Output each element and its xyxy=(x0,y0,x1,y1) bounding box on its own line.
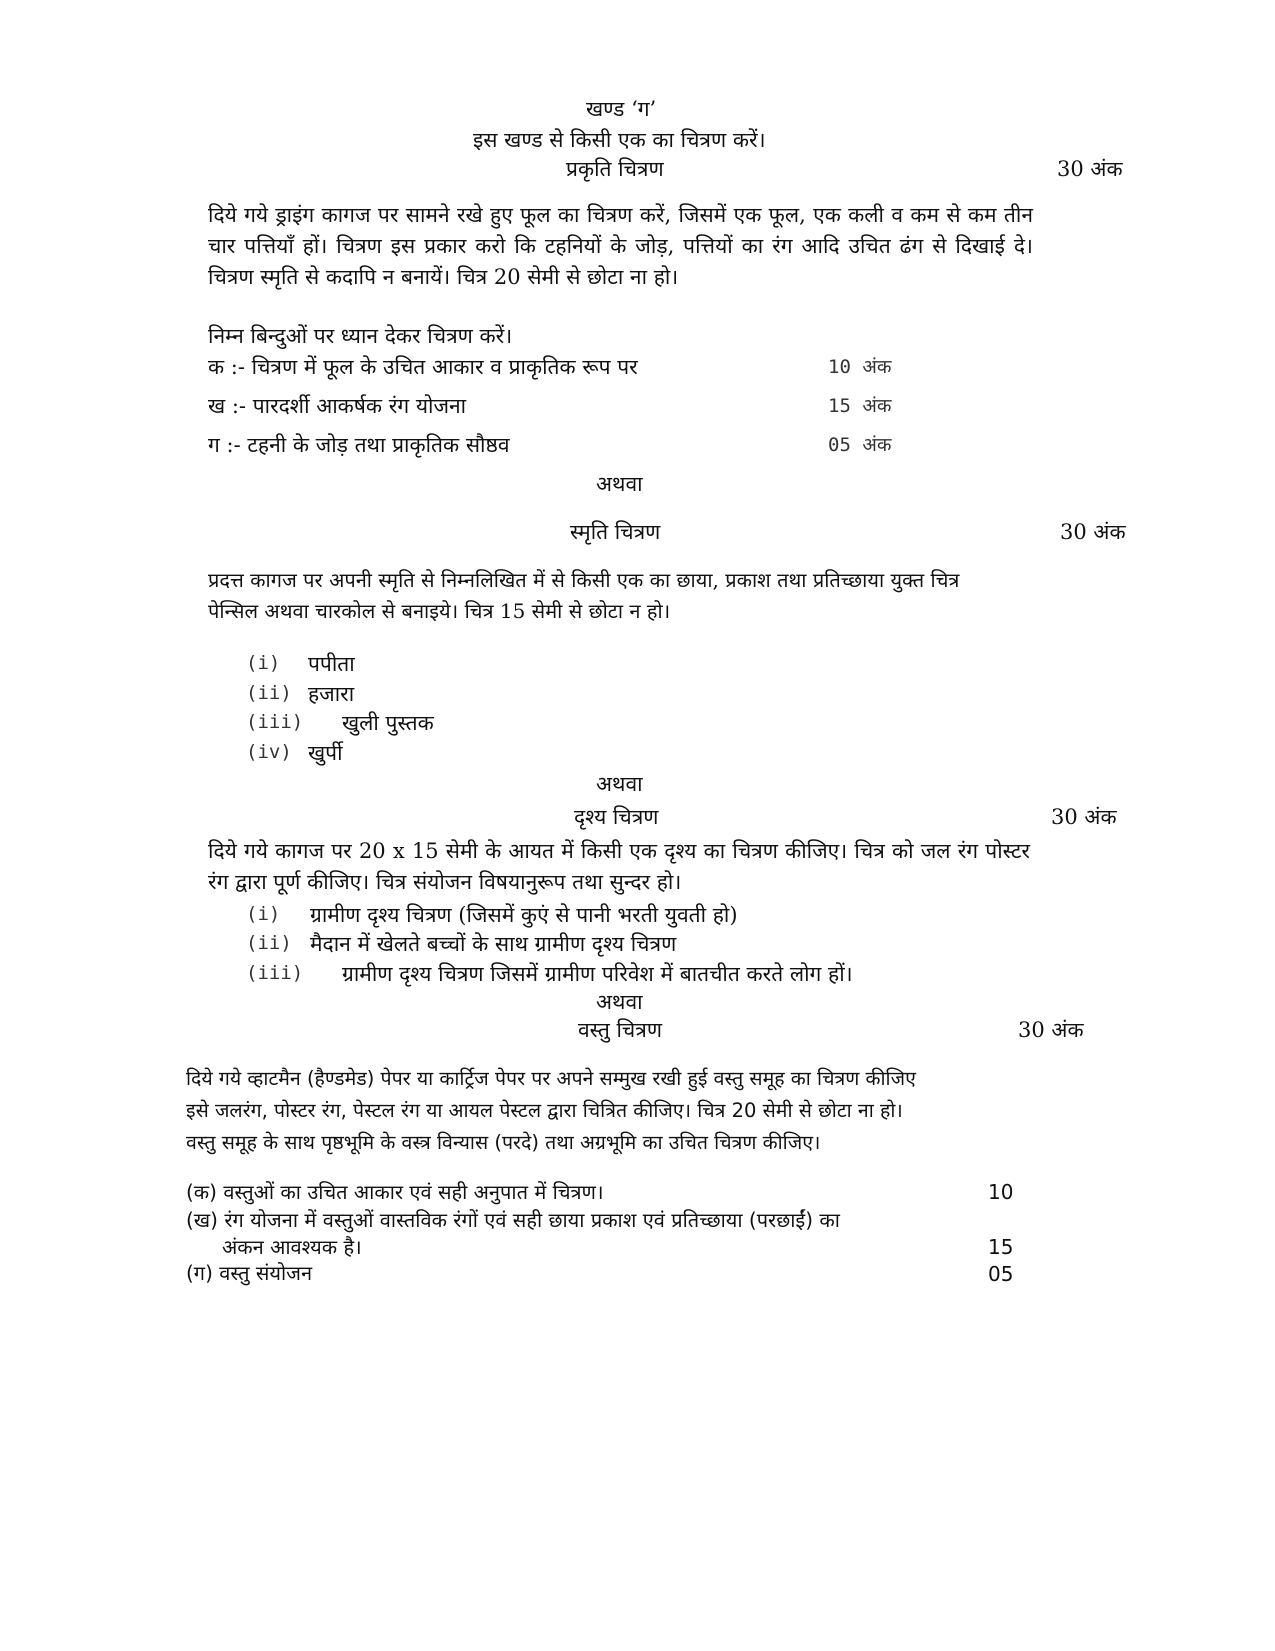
q2-title: स्मृति चित्रण xyxy=(570,520,661,544)
q1-points-intro: निम्न बिन्दुओं पर ध्यान देकर चित्रण करें। xyxy=(208,324,513,348)
q2-option-text: हजारा xyxy=(308,682,355,706)
section-instruction: इस खण्ड से किसी एक का चित्रण करें। xyxy=(473,128,766,152)
q4-paragraph-line: इसे जलरंग, पोस्टर रंग, पेस्टल रंग या आयल पेस्टल द्वारा चित्रित कीजिए। चित्र 20 सेमी से छोटा ना हो। xyxy=(186,1099,903,1122)
or-divider: अथवा xyxy=(596,472,643,496)
q1-title: प्रकृति चित्रण xyxy=(566,157,664,181)
q3-option-num: (i) xyxy=(246,903,281,925)
q3-option-text: मैदान में खेलते बच्चों के साथ ग्रामीण दृश्य चित्रण xyxy=(310,932,677,956)
q4-criterion-marks: 10 xyxy=(988,1180,1014,1204)
q3-option-text: ग्रामीण दृश्य चित्रण (जिसमें कुएं से पानी भरती युवती हो) xyxy=(310,903,738,927)
q4-paragraph-line: दिये गये व्हाटमैन (हैण्डमेड) पेपर या कार्ट्रिज पेपर पर अपने सम्मुख रखी हुई वस्तु समूह का चित्रण कीजिए xyxy=(186,1067,916,1090)
q4-paragraph-line: वस्तु समूह के साथ पृष्ठभूमि के वस्त्र विन्यास (परदे) तथा अग्रभूमि का उचित चित्रण कीजिए। xyxy=(186,1131,821,1154)
q4-criterion-marks: 05 xyxy=(988,1262,1014,1286)
q1-paragraph: दिये गये ड्राइंग कागज पर सामने रखे हुए फूल का चित्रण करें, जिसमें एक फूल, एक कली व कम से कम तीन चार पत्तियाँ हों। चित्रण इस प्रकार करो कि टहनियों के जोड़, पत्तियों का रंग आदि उचित ढंग से दिखाई दे। चित्रण स्मृति से कदापि न बनायें। चित्र 20 सेमी से छोटा ना हो। xyxy=(208,203,1033,289)
q1-point-label: क :- चित्रण में फूल के उचित आकार व प्राकृतिक रूप पर xyxy=(208,355,638,379)
section-heading: खण्ड ‘ग’ xyxy=(586,97,657,121)
q1-point-label: ख :- पारदर्शी आकर्षक रंग योजना xyxy=(208,394,467,418)
q4-criterion-marks: 15 xyxy=(988,1235,1014,1259)
q1-point-label: ग :- टहनी के जोड़ तथा प्राकृतिक सौष्ठव xyxy=(208,433,510,457)
q3-paragraph: दिये गये कागज पर 20 x 15 सेमी के आयत में किसी एक दृश्य का चित्रण कीजिए। चित्र को जल रंग पोस्टर रंग द्वारा पूर्ण कीजिए। चित्र संयोजन विषयानुरूप तथा सुन्दर हो। xyxy=(208,839,1030,894)
q1-point-marks: 15 अंक xyxy=(828,395,892,417)
q4-criterion-text: (ख) रंग योजना में वस्तुओं वास्तविक रंगों एवं सही छाया प्रकाश एवं प्रतिच्छाया (परछाईं) का xyxy=(186,1208,840,1232)
q2-option-num: (ii) xyxy=(246,682,292,704)
q4-title: वस्तु चित्रण xyxy=(578,1018,663,1042)
q2-option-num: (i) xyxy=(246,652,281,674)
or-divider: अथवा xyxy=(596,772,643,796)
q3-title: दृश्य चित्रण xyxy=(574,805,659,829)
q4-criterion-text: (ग) वस्तु संयोजन xyxy=(186,1261,313,1285)
q2-option-text: पपीता xyxy=(308,652,355,676)
q2-paragraph-line: प्रदत्त कागज पर अपनी स्मृति से निम्नलिखित में से किसी एक का छाया, प्रकाश तथा प्रतिच्छाया युक्त चित्र xyxy=(208,568,960,592)
q2-option-num: (iii) xyxy=(246,711,304,733)
q3-marks: 30 अंक xyxy=(1051,805,1117,829)
q3-option-num: (iii) xyxy=(246,962,304,984)
q3-option-text: ग्रामीण दृश्य चित्रण जिसमें ग्रामीण परिवेश में बातचीत करते लोग हों। xyxy=(342,962,853,986)
q2-marks: 30 अंक xyxy=(1060,520,1126,544)
q3-option-num: (ii) xyxy=(246,932,292,954)
q2-option-text: खुली पुस्तक xyxy=(342,711,434,735)
q4-criterion-text: (क) वस्तुओं का उचित आकार एवं सही अनुपात में चित्रण। xyxy=(186,1180,604,1204)
q2-option-text: खुर्पी xyxy=(308,741,343,765)
q4-criterion-text: अंकन आवश्यक है। xyxy=(222,1235,362,1259)
or-divider: अथवा xyxy=(596,990,643,1014)
q1-marks: 30 अंक xyxy=(1057,157,1123,181)
q2-option-num: (iv) xyxy=(246,741,292,763)
q2-paragraph-line: पेन्सिल अथवा चारकोल से बनाइये। चित्र 15 सेमी से छोटा न हो। xyxy=(208,599,671,623)
q1-point-marks: 10 अंक xyxy=(828,356,892,378)
q4-marks: 30 अंक xyxy=(1018,1018,1084,1042)
q1-point-marks: 05 अंक xyxy=(828,434,892,456)
